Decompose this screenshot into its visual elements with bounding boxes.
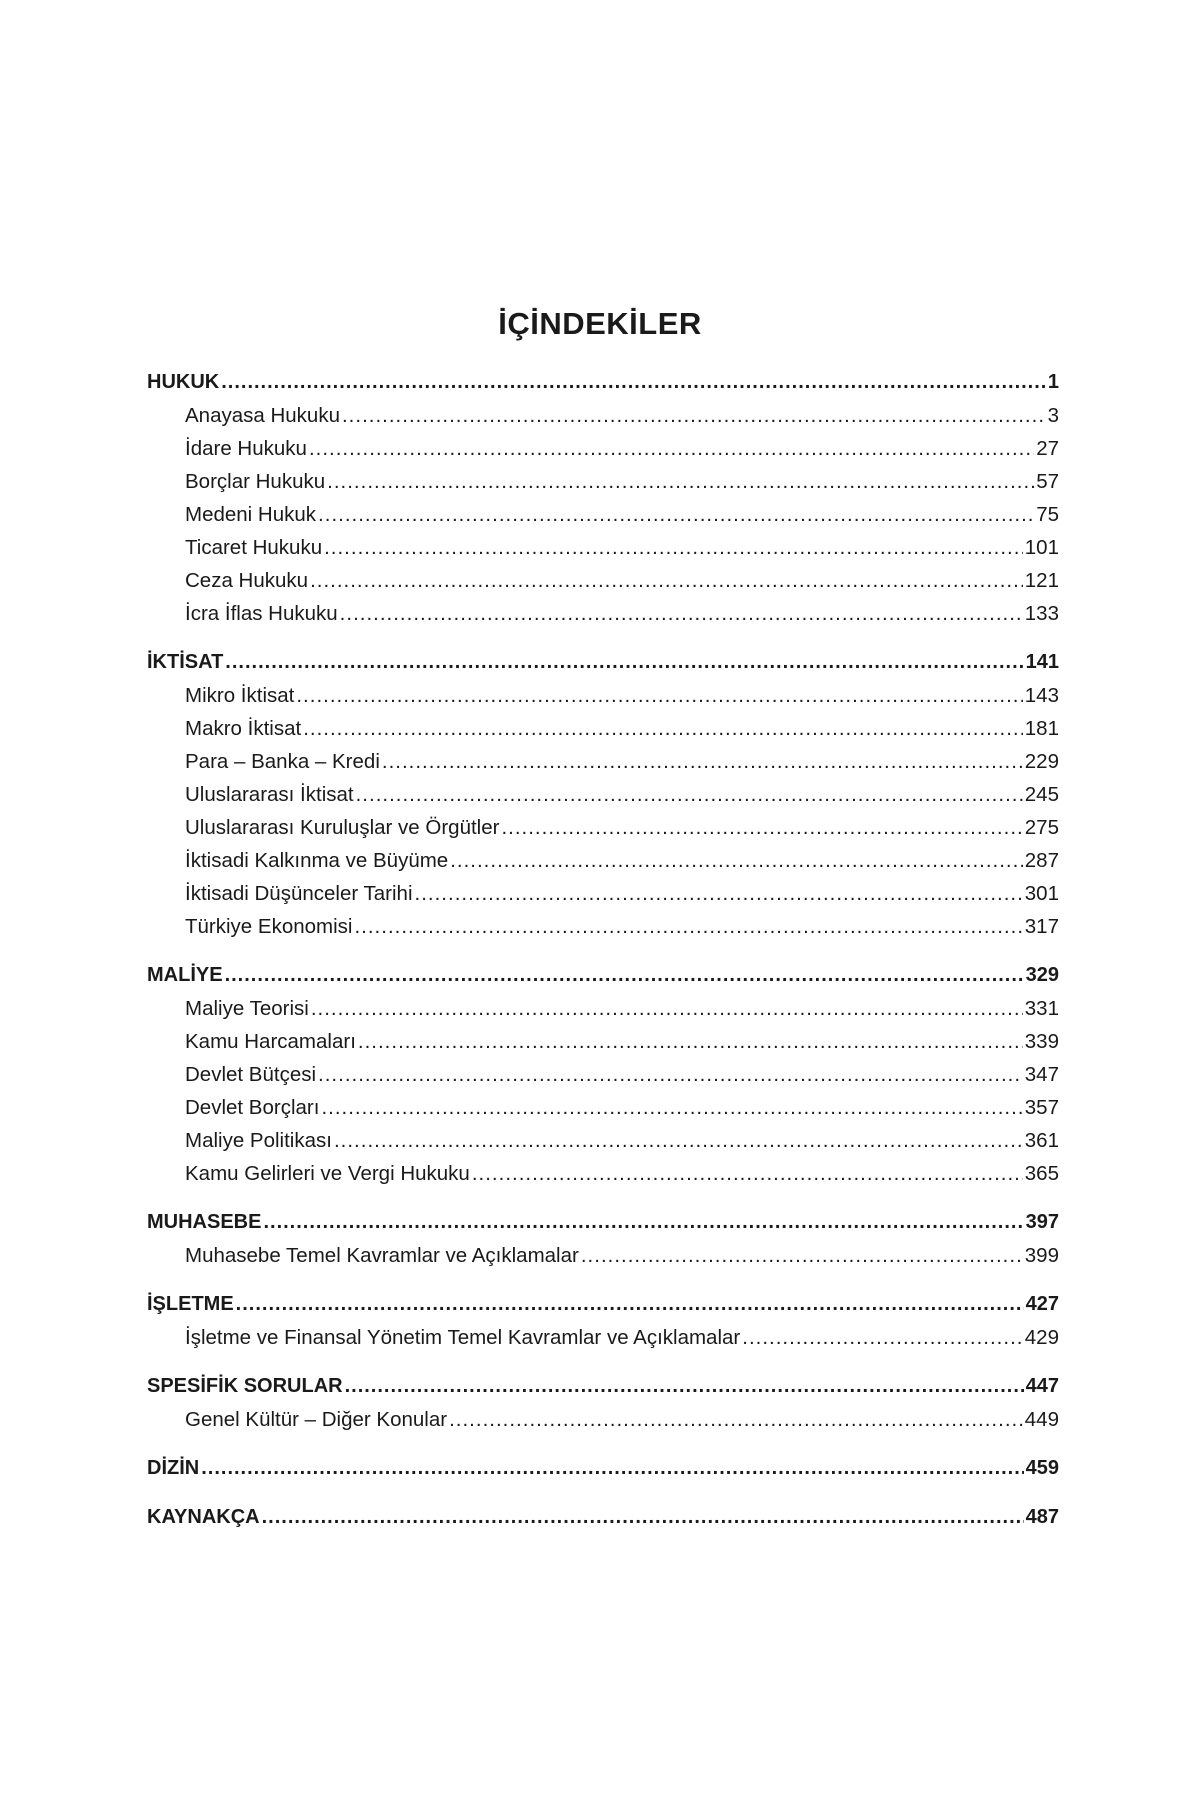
toc-entry[interactable] [147, 597, 1059, 630]
toc-entry-label: Genel Kültür – Diğer Konular [185, 1408, 448, 1431]
toc-page-number: 3 [1047, 404, 1059, 427]
toc-page-number: 329 [1025, 964, 1059, 986]
toc-entry[interactable] [147, 1058, 1059, 1091]
toc-entry-label: Muhasebe Temel Kavramlar ve Açıklamalar [185, 1244, 579, 1267]
toc-section-label: MALİYE [147, 964, 223, 986]
toc-section [147, 1452, 1059, 1485]
toc-entry[interactable] [147, 992, 1059, 1025]
toc-section-label: İKTİSAT [147, 651, 224, 673]
toc-page-number: 347 [1024, 1063, 1059, 1086]
toc-entry-label: Ceza Hukuku [185, 569, 309, 592]
toc-entry-label: İdare Hukuku [185, 437, 307, 460]
toc-section-heading[interactable] [147, 1370, 1059, 1403]
toc-section-heading[interactable] [147, 366, 1059, 399]
toc-page-number: 101 [1024, 536, 1059, 559]
dot-leader [225, 646, 1023, 679]
toc-page-number: 141 [1025, 651, 1059, 673]
toc-page-number: 487 [1025, 1506, 1059, 1528]
toc-entry[interactable] [147, 399, 1059, 432]
toc-section-label: DİZİN [147, 1457, 200, 1479]
toc-entry[interactable] [147, 679, 1059, 712]
toc-entry-label: Ticaret Hukuku [185, 536, 323, 559]
toc-entry[interactable] [147, 1157, 1059, 1190]
page-title: İÇİNDEKİLER [498, 306, 702, 341]
toc-page-number: 275 [1024, 816, 1059, 839]
toc-entry-label: Devlet Bütçesi [185, 1063, 317, 1086]
toc-page-number: 301 [1024, 882, 1059, 905]
dot-leader [236, 1288, 1024, 1321]
dot-leader [225, 959, 1024, 992]
toc-entry[interactable] [147, 531, 1059, 564]
toc-section-label: İŞLETME [147, 1293, 234, 1315]
dot-leader [449, 1403, 1023, 1436]
toc-entry[interactable] [147, 745, 1059, 778]
toc-page-number: 121 [1024, 569, 1059, 592]
dot-leader [296, 679, 1022, 712]
dot-leader [201, 1452, 1023, 1485]
dot-leader [501, 811, 1022, 844]
toc-section-label: HUKUK [147, 371, 220, 393]
toc-entry[interactable] [147, 465, 1059, 498]
dot-leader [450, 844, 1023, 877]
toc-page-number: 229 [1024, 750, 1059, 773]
dot-leader [340, 597, 1023, 630]
toc-page-number: 365 [1024, 1162, 1059, 1185]
toc-entry[interactable] [147, 432, 1059, 465]
toc-entry[interactable] [147, 811, 1059, 844]
dot-leader [321, 1091, 1022, 1124]
toc-page-number: 459 [1025, 1457, 1059, 1479]
dot-leader [581, 1239, 1023, 1272]
toc-entry-label: İcra İflas Hukuku [185, 602, 338, 625]
toc-entry-label: Türkiye Ekonomisi [185, 915, 353, 938]
toc-entry-label: Kamu Gelirleri ve Vergi Hukuku [185, 1162, 470, 1185]
table-of-contents [147, 366, 1059, 1550]
dot-leader [262, 1501, 1024, 1534]
toc-section-heading[interactable] [147, 1501, 1059, 1534]
dot-leader [472, 1157, 1023, 1190]
toc-section-label: KAYNAKÇA [147, 1506, 260, 1528]
toc-entry-label: İşletme ve Finansal Yönetim Temel Kavramlar ve Açıklamalar [185, 1326, 741, 1349]
toc-entry[interactable] [147, 1124, 1059, 1157]
dot-leader [318, 498, 1034, 531]
toc-section-heading[interactable] [147, 646, 1059, 679]
toc-section [147, 646, 1059, 943]
toc-page-number: 429 [1024, 1326, 1059, 1349]
toc-page-number: 339 [1024, 1030, 1059, 1053]
dot-leader [318, 1058, 1023, 1091]
toc-page-number: 181 [1024, 717, 1059, 740]
toc-entry-label: Devlet Borçları [185, 1096, 320, 1119]
toc-page-number: 57 [1036, 470, 1059, 493]
toc-page-number: 287 [1024, 849, 1059, 872]
dot-leader [309, 432, 1034, 465]
dot-leader [324, 531, 1023, 564]
toc-page-number: 447 [1025, 1375, 1059, 1397]
toc-page-number: 427 [1025, 1293, 1059, 1315]
toc-section [147, 1501, 1059, 1534]
toc-entry[interactable] [147, 1091, 1059, 1124]
toc-page-number: 449 [1024, 1408, 1059, 1431]
toc-entry-label: Uluslararası Kuruluşlar ve Örgütler [185, 816, 500, 839]
toc-section [147, 1206, 1059, 1272]
toc-entry[interactable] [147, 712, 1059, 745]
toc-section [147, 1370, 1059, 1436]
dot-leader [345, 1370, 1024, 1403]
toc-page-number: 357 [1024, 1096, 1059, 1119]
dot-leader [358, 1025, 1023, 1058]
toc-entry-label: İktisadi Düşünceler Tarihi [185, 882, 413, 905]
toc-entry[interactable] [147, 910, 1059, 943]
toc-page-number: 245 [1024, 783, 1059, 806]
toc-entry[interactable] [147, 564, 1059, 597]
toc-page-number: 143 [1024, 684, 1059, 707]
toc-entry[interactable] [147, 1239, 1059, 1272]
toc-entry[interactable] [147, 498, 1059, 531]
toc-entry-label: Uluslararası İktisat [185, 783, 354, 806]
dot-leader [311, 992, 1023, 1025]
toc-entry-label: Maliye Politikası [185, 1129, 332, 1152]
dot-leader [354, 910, 1022, 943]
dot-leader [263, 1206, 1023, 1239]
toc-section [147, 959, 1059, 1190]
toc-entry-label: İktisadi Kalkınma ve Büyüme [185, 849, 449, 872]
toc-entry-label: Mikro İktisat [185, 684, 295, 707]
toc-entry-label: Borçlar Hukuku [185, 470, 326, 493]
dot-leader [327, 465, 1034, 498]
toc-entry-label: Para – Banka – Kredi [185, 750, 380, 773]
toc-page-number: 331 [1024, 997, 1059, 1020]
toc-section-heading[interactable] [147, 1452, 1059, 1485]
dot-leader [415, 877, 1023, 910]
toc-entry[interactable] [147, 1403, 1059, 1436]
dot-leader [342, 399, 1046, 432]
toc-page-number: 133 [1024, 602, 1059, 625]
toc-entry[interactable] [147, 877, 1059, 910]
toc-section-label: MUHASEBE [147, 1211, 262, 1233]
dot-leader [334, 1124, 1023, 1157]
toc-section-heading[interactable] [147, 959, 1059, 992]
dot-leader [221, 366, 1046, 399]
toc-entry-label: Medeni Hukuk [185, 503, 317, 526]
toc-section-heading[interactable] [147, 1288, 1059, 1321]
toc-entry[interactable] [147, 1025, 1059, 1058]
dot-leader [356, 778, 1023, 811]
toc-page-number: 361 [1024, 1129, 1059, 1152]
toc-page-number: 27 [1036, 437, 1059, 460]
toc-section [147, 1288, 1059, 1354]
toc-section-label: SPESİFİK SORULAR [147, 1375, 343, 1397]
toc-page-number: 1 [1047, 371, 1059, 393]
toc-entry-label: Kamu Harcamaları [185, 1030, 356, 1053]
toc-page-number: 399 [1024, 1244, 1059, 1267]
dot-leader [303, 712, 1023, 745]
dot-leader [382, 745, 1023, 778]
toc-entry[interactable] [147, 1321, 1059, 1354]
toc-entry[interactable] [147, 778, 1059, 811]
toc-entry[interactable] [147, 844, 1059, 877]
toc-page-number: 317 [1024, 915, 1059, 938]
toc-entry-label: Makro İktisat [185, 717, 302, 740]
toc-page-number: 75 [1036, 503, 1059, 526]
toc-entry-label: Anayasa Hukuku [185, 404, 340, 427]
toc-page-number: 397 [1025, 1211, 1059, 1233]
dot-leader [310, 564, 1023, 597]
toc-section [147, 366, 1059, 630]
toc-section-heading[interactable] [147, 1206, 1059, 1239]
toc-entry-label: Maliye Teorisi [185, 997, 309, 1020]
dot-leader [742, 1321, 1023, 1354]
